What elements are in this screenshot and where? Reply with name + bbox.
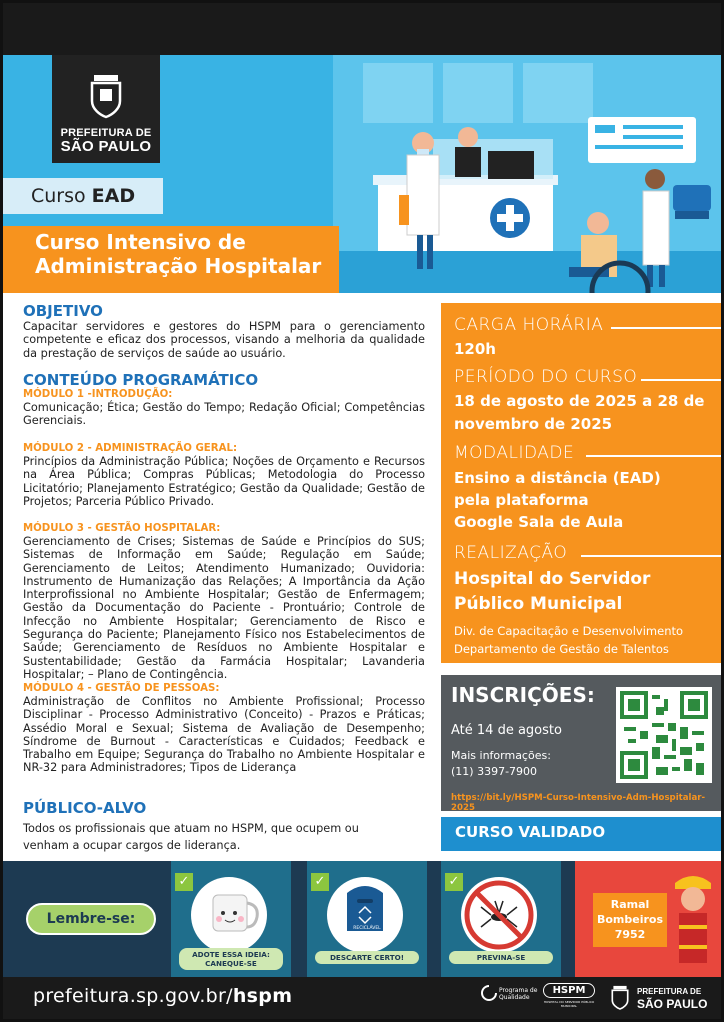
ramal-line2: Bombeiros: [596, 913, 664, 926]
city-crest-icon: [86, 75, 126, 119]
publico-heading: PÚBLICO-ALVO: [23, 799, 147, 817]
hero-banner: [3, 55, 721, 293]
divider: [641, 379, 721, 381]
inscricoes-heading: INSCRIÇÕES:: [451, 683, 595, 707]
reminders-section: [3, 861, 721, 977]
ramal-line1: Ramal: [610, 898, 650, 911]
course-type-bold: EAD: [91, 185, 136, 207]
firefighter-icon: [575, 861, 721, 977]
city-crest-icon: [609, 985, 631, 1011]
hspm-logo: [543, 983, 595, 1013]
ramal-line3: 7952: [614, 928, 646, 941]
carga-value: 120h: [454, 340, 496, 358]
tip-descarte-label: DESCARTE CERTO!: [315, 951, 419, 964]
module-3-title: MÓDULO 3 - GESTÃO HOSPITALAR:: [23, 523, 221, 534]
inscricoes-panel: [441, 675, 721, 811]
footer-logo-line1: PREFEITURA DE: [637, 987, 702, 996]
footer: [3, 977, 721, 1019]
ramal-bombeiros: [575, 861, 721, 977]
quality-program-logo: [481, 985, 538, 1001]
module-2-text: Princípios da Administração Pública; Noções de Orçamento e Recursos na Área Pública; Compras Públicas; Metodologia do Processo Licitatório; Planejamento Estratégico; Gestão da Qualidade; Gestão de Projetos; Parceria Público Privado.: [23, 455, 425, 508]
module-3-text: Gerenciamento de Crises; Sistemas de Saúde e Princípios do SUS; Sistemas de Informação em Saúde; Regulação em Saúde; Gerenciamento de Leitos; Atendimento Humanizado; Ouvidoria: Instrumento de Humanização das Relações; A Importância da Ação Interprofissional no Ambiente Hospitalar; Gestão de Enfermagem; Gestão da Documentação do Paciente - Prontuário; Controle de Infecção no Ambiente Hospitalar; Gerenciamento de Risco e Segurança do Paciente; Planejamento Físico nos Estabelecimentos de Saúde; Gerenciamento de Resíduos no Ambiente Hospitalar e Sustentabilidade; Gestão da Farmácia Hospitalar; Lavanderia Hospitalar; – Plano de Contingência.: [23, 535, 425, 681]
carga-label: CARGA HORÁRIA: [454, 315, 604, 335]
course-title: [3, 226, 339, 293]
periodo-line2: novembro de 2025: [454, 415, 613, 433]
bin-label: RECICLÁVEL: [353, 926, 381, 931]
lembre-label: Lembre-se:: [26, 903, 156, 935]
tip-caneca-label: [179, 948, 283, 970]
footer-logo-line2: SÃO PAULO: [637, 997, 708, 1011]
hspm-logo-sub: HOSPITAL DO SERVIDOR PÚBLICO MUNICIPAL: [543, 1000, 595, 1008]
module-4-text: Administração de Conflitos no Ambiente Profissional; Processo Disciplinar - Processo Administrativo (Conceito) - Prazos e Práticas; Assédio Moral e Sexual; Sistema de Avaliação de Desempenho; Síndrome de Burnout - Características e Cuidados; Feedback e Trabalho em Equipe; Segurança do Trabalho no Ambiente Hospitalar e NR-32 para Administradores; Tipos de Liderança: [23, 695, 425, 775]
course-type-prefix: Curso: [31, 185, 86, 207]
module-2-title: MÓDULO 2 - ADMINISTRAÇÃO GERAL:: [23, 443, 238, 454]
prefeitura-logo: [52, 55, 160, 163]
divider: [581, 555, 721, 557]
realizacao-line2: Público Municipal: [454, 594, 623, 614]
periodo-line1: 18 de agosto de 2025 a 28 de: [454, 392, 705, 410]
check-icon: ✓: [445, 873, 463, 891]
logo-line1: PREFEITURA DE: [60, 127, 152, 139]
realizacao-label: REALIZAÇÃO: [454, 543, 568, 563]
quality-line2: Qualidade: [499, 994, 530, 1001]
tip-descarte: [307, 861, 427, 977]
tip-caneca-line2: CANEQUE-SE: [205, 959, 257, 968]
tip-caneca-line1: ADOTE ESSA IDEIA:: [192, 950, 270, 959]
more-info-label: Mais informações:: [451, 749, 551, 762]
realizacao-line1: Hospital do Servidor: [454, 569, 651, 589]
logo-line2: SÃO PAULO: [60, 138, 152, 155]
check-icon: ✓: [175, 873, 193, 891]
modalidade-line2: pela plataforma: [454, 491, 589, 509]
phone-number: (11) 3397-7900: [451, 765, 538, 778]
footer-url-bold: hspm: [232, 985, 293, 1007]
quality-program-icon: [481, 985, 497, 1001]
footer-url[interactable]: [33, 985, 292, 1007]
realizacao-div2: Departamento de Gestão de Talentos: [454, 642, 669, 656]
modalidade-line3: Google Sala de Aula: [454, 513, 624, 531]
curso-validado-badge: CURSO VALIDADO: [441, 817, 721, 851]
check-icon: ✓: [311, 873, 329, 891]
objetivo-heading: OBJETIVO: [23, 302, 103, 320]
module-1-text: Comunicação; Ética; Gestão do Tempo; Redação Oficial; Competências Gerenciais.: [23, 401, 425, 428]
realizacao-div1: Div. de Capacitação e Desenvolvimento: [454, 624, 684, 638]
tip-previna: [441, 861, 561, 977]
divider: [611, 327, 721, 329]
course-type-badge: [3, 178, 163, 214]
hspm-logo-text: HSPM: [543, 983, 595, 998]
qr-code[interactable]: [616, 687, 712, 783]
qr-code-icon: [620, 691, 708, 779]
registration-link[interactable]: https://bit.ly/HSPM-Curso-Intensivo-Adm-Hospitalar-2025: [451, 793, 706, 813]
course-title-line1: Curso Intensivo de: [35, 230, 246, 254]
module-4-title: MÓDULO 4 - GESTÃO DE PESSOAS:: [23, 683, 220, 694]
quality-line1: Programa de: [499, 987, 538, 994]
module-1-title: MÓDULO 1 -INTRODUÇÃO:: [23, 389, 173, 400]
tip-caneca: [171, 861, 291, 977]
footer-url-prefix: prefeitura.sp.gov.br/: [33, 985, 233, 1007]
modalidade-label: MODALIDADE: [454, 443, 575, 463]
top-strip: [3, 3, 721, 55]
modalidade-line1: Ensino a distância (EAD): [454, 469, 661, 487]
info-panel: [441, 303, 721, 663]
tip-previna-label: PREVINA-SE: [449, 951, 553, 964]
periodo-label: PERÍODO DO CURSO: [454, 367, 638, 387]
objetivo-text: Capacitar servidores e gestores do HSPM para o gerenciamento competente e eficaz dos processos, visando a melhoria da qualidade da prestação de serviços de saúde ao usuário.: [23, 320, 425, 360]
course-title-line2: Administração Hospitalar: [35, 254, 322, 278]
divider: [586, 455, 721, 457]
inscricoes-deadline: Até 14 de agosto: [451, 723, 562, 738]
conteudo-heading: CONTEÚDO PROGRAMÁTICO: [23, 371, 259, 389]
publico-text: Todos os profissionais que atuam no HSPM, que ocupem ou venham a ocupar cargos de liderança.: [23, 822, 359, 852]
